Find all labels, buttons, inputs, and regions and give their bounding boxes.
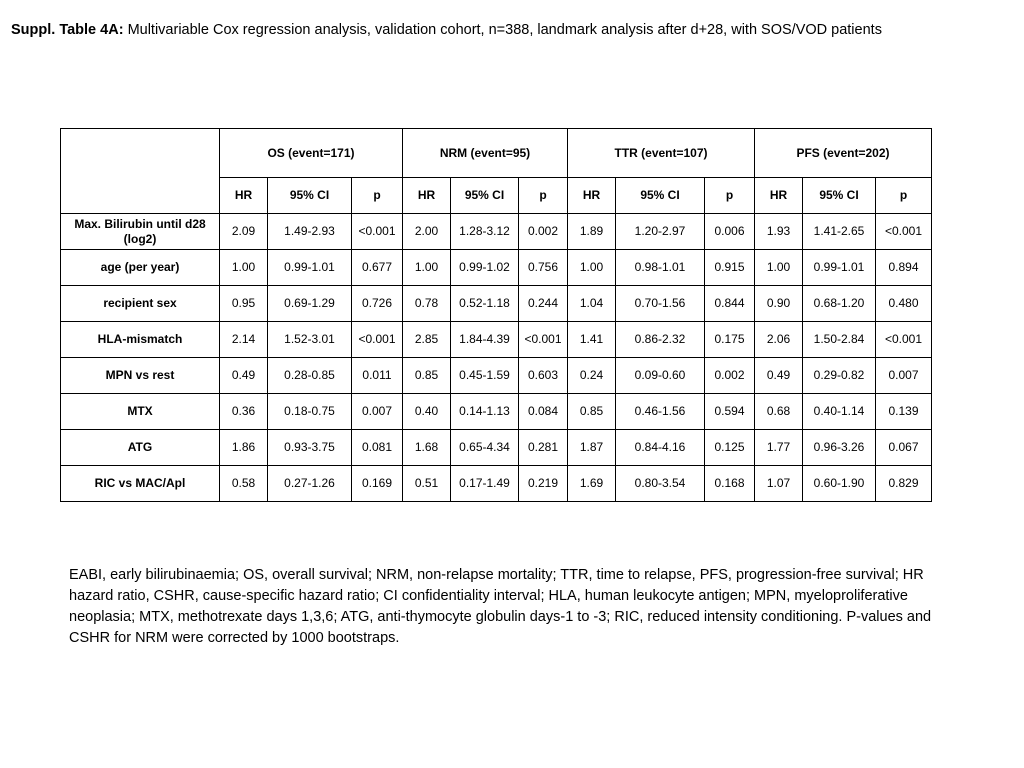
table-cell: 1.28-3.12 xyxy=(451,214,519,250)
table-cell: 0.219 xyxy=(519,466,568,502)
regression-table xyxy=(60,128,932,502)
table-cell: 0.86-2.32 xyxy=(616,322,705,358)
table-cell: 0.14-1.13 xyxy=(451,394,519,430)
table-cell: 2.00 xyxy=(403,214,451,250)
table-cell: 0.85 xyxy=(403,358,451,394)
subheader-cell: 95% CI xyxy=(803,178,876,214)
table-cell: 0.70-1.56 xyxy=(616,286,705,322)
table-row xyxy=(61,322,932,358)
table-cell: 1.41-2.65 xyxy=(803,214,876,250)
table-cell: 0.68-1.20 xyxy=(803,286,876,322)
table-cell: 0.99-1.01 xyxy=(803,250,876,286)
subheader-cell: HR xyxy=(568,178,616,214)
table-cell: 0.594 xyxy=(705,394,755,430)
table-cell: 1.50-2.84 xyxy=(803,322,876,358)
table-cell: 0.139 xyxy=(876,394,932,430)
table-cell: 0.677 xyxy=(352,250,403,286)
table-cell: 0.90 xyxy=(755,286,803,322)
table-cell: 0.24 xyxy=(568,358,616,394)
table-cell: 0.007 xyxy=(876,358,932,394)
table-cell: 1.84-4.39 xyxy=(451,322,519,358)
table-cell: 0.168 xyxy=(705,466,755,502)
table-cell: 0.007 xyxy=(352,394,403,430)
table-cell: 0.95 xyxy=(220,286,268,322)
table-cell: 0.844 xyxy=(705,286,755,322)
table-cell: 0.084 xyxy=(519,394,568,430)
table-cell: 0.51 xyxy=(403,466,451,502)
table-cell: 1.00 xyxy=(220,250,268,286)
table-cell: 0.68 xyxy=(755,394,803,430)
table-cell: 1.00 xyxy=(755,250,803,286)
table-cell: 0.69-1.29 xyxy=(268,286,352,322)
table-cell: 0.726 xyxy=(352,286,403,322)
table-cell: 0.169 xyxy=(352,466,403,502)
table-cell: 1.49-2.93 xyxy=(268,214,352,250)
table-cell: 0.067 xyxy=(876,430,932,466)
table-cell: 0.29-0.82 xyxy=(803,358,876,394)
table-cell: 0.829 xyxy=(876,466,932,502)
table-cell: 0.28-0.85 xyxy=(268,358,352,394)
subheader-cell: HR xyxy=(220,178,268,214)
table-body xyxy=(61,214,932,502)
table-cell: 0.175 xyxy=(705,322,755,358)
subheader-cell: p xyxy=(876,178,932,214)
row-label: MPN vs rest xyxy=(61,358,220,394)
table-cell: 0.894 xyxy=(876,250,932,286)
table-row xyxy=(61,250,932,286)
table-cell: 0.45-1.59 xyxy=(451,358,519,394)
table-cell: 0.125 xyxy=(705,430,755,466)
corner-cell xyxy=(61,129,220,214)
table-cell: 1.93 xyxy=(755,214,803,250)
subheader-cell: p xyxy=(519,178,568,214)
row-label: MTX xyxy=(61,394,220,430)
table-cell: 2.14 xyxy=(220,322,268,358)
table-cell: 0.281 xyxy=(519,430,568,466)
subheader-cell: HR xyxy=(755,178,803,214)
subheader-cell: 95% CI xyxy=(268,178,352,214)
table-cell: 0.27-1.26 xyxy=(268,466,352,502)
table-row xyxy=(61,358,932,394)
table-cell: 0.18-0.75 xyxy=(268,394,352,430)
table-cell: <0.001 xyxy=(352,214,403,250)
table-cell: 0.52-1.18 xyxy=(451,286,519,322)
table-cell: 0.006 xyxy=(705,214,755,250)
row-label: ATG xyxy=(61,430,220,466)
table-cell: 0.93-3.75 xyxy=(268,430,352,466)
table-cell: 0.011 xyxy=(352,358,403,394)
table-cell: 0.78 xyxy=(403,286,451,322)
table-cell: 1.52-3.01 xyxy=(268,322,352,358)
table-cell: <0.001 xyxy=(352,322,403,358)
table-cell: 0.98-1.01 xyxy=(616,250,705,286)
subheader-cell: p xyxy=(705,178,755,214)
table-cell: 0.40-1.14 xyxy=(803,394,876,430)
subheader-cell: 95% CI xyxy=(451,178,519,214)
group-header-nrm: NRM (event=95) xyxy=(403,129,568,178)
table-row xyxy=(61,394,932,430)
table-title-text: Multivariable Cox regression analysis, validation cohort, n=388, landmark analysis after d+28, with SOS/VOD patients xyxy=(127,22,882,38)
subheader-cell: HR xyxy=(403,178,451,214)
table-cell: 0.46-1.56 xyxy=(616,394,705,430)
table-cell: <0.001 xyxy=(876,322,932,358)
table-cell: <0.001 xyxy=(876,214,932,250)
group-header-pfs: PFS (event=202) xyxy=(755,129,932,178)
table-cell: 1.86 xyxy=(220,430,268,466)
row-label: recipient sex xyxy=(61,286,220,322)
table-cell: 0.80-3.54 xyxy=(616,466,705,502)
table-title-label: Suppl. Table 4A: xyxy=(11,22,124,38)
table-cell: 0.756 xyxy=(519,250,568,286)
row-label: HLA-mismatch xyxy=(61,322,220,358)
table-cell: 0.17-1.49 xyxy=(451,466,519,502)
table-cell: 1.07 xyxy=(755,466,803,502)
table-cell: 1.00 xyxy=(568,250,616,286)
table-cell: 1.89 xyxy=(568,214,616,250)
table-row xyxy=(61,430,932,466)
table-row xyxy=(61,286,932,322)
row-label: age (per year) xyxy=(61,250,220,286)
table-cell: 0.36 xyxy=(220,394,268,430)
table-cell: 0.603 xyxy=(519,358,568,394)
group-header-os: OS (event=171) xyxy=(220,129,403,178)
table-title xyxy=(11,22,882,38)
table-cell: 0.002 xyxy=(519,214,568,250)
table-cell: 0.49 xyxy=(755,358,803,394)
table-row xyxy=(61,214,932,250)
table-cell: 1.87 xyxy=(568,430,616,466)
table-cell: 0.40 xyxy=(403,394,451,430)
table-cell: 0.244 xyxy=(519,286,568,322)
table-cell: 1.68 xyxy=(403,430,451,466)
table-cell: 0.002 xyxy=(705,358,755,394)
row-label: RIC vs MAC/Apl xyxy=(61,466,220,502)
table-cell: 0.480 xyxy=(876,286,932,322)
table-cell: 0.49 xyxy=(220,358,268,394)
table-cell: 2.85 xyxy=(403,322,451,358)
row-label: Max. Bilirubin until d28 (log2) xyxy=(61,214,220,250)
table-cell: 0.65-4.34 xyxy=(451,430,519,466)
footnote: EABI, early bilirubinaemia; OS, overall survival; NRM, non-relapse mortality; TTR, time to relapse, PFS, progression-free survival; HR hazard ratio, CSHR, cause-specific hazard ratio; CI confidentiality interval; HLA, human leukocyte antigen; MPN, myeloproliferative neoplasia; MTX, methotrexate days 1,3,6; ATG, anti-thymocyte globulin days-1 to -3; RIC, reduced intensity conditioning. P-values and CSHR for NRM were corrected by 1000 bootstraps. xyxy=(69,567,932,646)
subheader-cell: 95% CI xyxy=(616,178,705,214)
table-cell: 0.09-0.60 xyxy=(616,358,705,394)
table-cell: 0.84-4.16 xyxy=(616,430,705,466)
table-cell: 1.04 xyxy=(568,286,616,322)
table-cell: <0.001 xyxy=(519,322,568,358)
table-row xyxy=(61,466,932,502)
table-cell: 1.69 xyxy=(568,466,616,502)
table-cell: 0.99-1.02 xyxy=(451,250,519,286)
table-cell: 0.60-1.90 xyxy=(803,466,876,502)
table-cell: 1.20-2.97 xyxy=(616,214,705,250)
table-cell: 1.41 xyxy=(568,322,616,358)
table-cell: 1.77 xyxy=(755,430,803,466)
table-cell: 0.85 xyxy=(568,394,616,430)
group-header-ttr: TTR (event=107) xyxy=(568,129,755,178)
table-cell: 0.58 xyxy=(220,466,268,502)
table-cell: 0.081 xyxy=(352,430,403,466)
subheader-cell: p xyxy=(352,178,403,214)
table-cell: 2.09 xyxy=(220,214,268,250)
table-cell: 0.915 xyxy=(705,250,755,286)
table-cell: 0.99-1.01 xyxy=(268,250,352,286)
table-cell: 1.00 xyxy=(403,250,451,286)
table-cell: 0.96-3.26 xyxy=(803,430,876,466)
table-cell: 2.06 xyxy=(755,322,803,358)
